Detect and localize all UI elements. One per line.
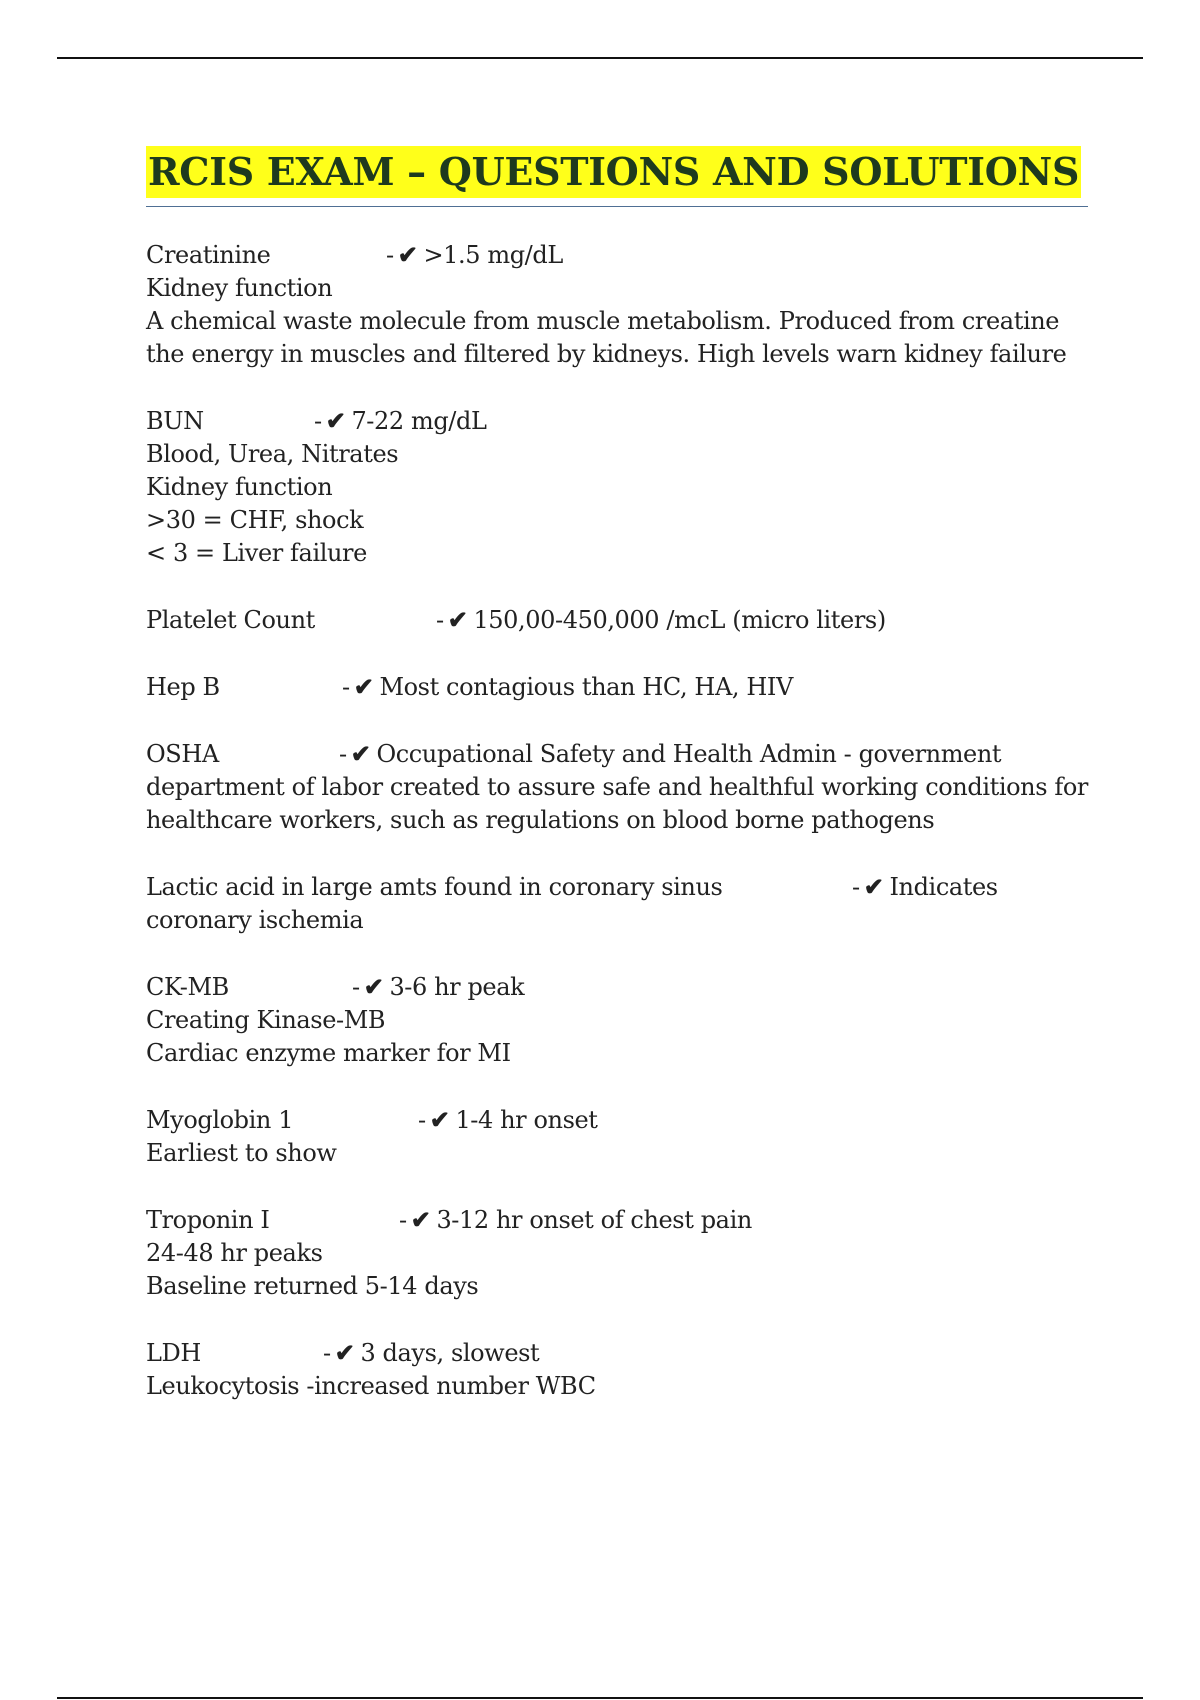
entry-answer: 3 days, slowest — [360, 1339, 540, 1367]
qa-entry — [146, 404, 1096, 570]
footer-rule — [57, 1697, 1143, 1699]
entry-term: Creatinine — [146, 241, 271, 269]
qa-entry — [146, 1336, 1096, 1403]
qa-entry — [146, 670, 1096, 704]
page-title: RCIS EXAM – QUESTIONS AND SOLUTIONS — [146, 146, 1081, 198]
entry-answer: Indicates coronary ischemia — [146, 873, 998, 934]
entry-detail: A chemical waste molecule from muscle metabolism. Produced from creatine the energy in muscles and filtered by kidneys. High levels warn kidney failure — [146, 307, 1067, 368]
entry-answer: Occupational Safety and Health Admin - government department of labor created to assure safe and healthful working conditions for healthcare workers, such as regulations on blood borne pathogens — [146, 740, 1088, 834]
separator-dash: - — [339, 740, 347, 768]
entry-term: Myoglobin 1 — [146, 1106, 294, 1134]
entry-detail: Baseline returned 5-14 days — [146, 1272, 479, 1300]
entry-detail: >30 = CHF, shock — [146, 506, 364, 534]
checkmark-icon: ✔ — [334, 1338, 355, 1367]
separator-dash: - — [342, 673, 350, 701]
separator-dash: - — [436, 606, 444, 634]
entry-term: OSHA — [146, 740, 219, 768]
qa-entry — [146, 1203, 1096, 1303]
entry-term: Platelet Count — [146, 606, 315, 634]
entry-detail: Creating Kinase-MB — [146, 1006, 386, 1034]
title-block — [146, 146, 1088, 207]
entry-detail: Earliest to show — [146, 1139, 337, 1167]
entry-term: Hep B — [146, 673, 220, 701]
checkmark-icon: ✔ — [363, 972, 384, 1001]
qa-entry — [146, 238, 1096, 371]
entry-term: Lactic acid in large amts found in coronary sinus — [146, 873, 723, 901]
separator-dash: - — [314, 407, 322, 435]
header-rule — [57, 57, 1143, 59]
separator-dash: - — [386, 241, 394, 269]
checkmark-icon: ✔ — [353, 672, 374, 701]
separator-dash: - — [323, 1339, 331, 1367]
checkmark-icon: ✔ — [350, 739, 371, 768]
qa-entry — [146, 737, 1096, 837]
entry-answer: Most contagious than HC, HA, HIV — [379, 673, 793, 701]
entry-answer: 3-6 hr peak — [389, 973, 525, 1001]
entry-detail: Kidney function — [146, 274, 333, 302]
entry-term: LDH — [146, 1339, 201, 1367]
entry-term: Troponin I — [146, 1206, 270, 1234]
checkmark-icon: ✔ — [410, 1205, 431, 1234]
entry-term: BUN — [146, 407, 204, 435]
checkmark-icon: ✔ — [397, 240, 418, 269]
separator-dash: - — [852, 873, 860, 901]
separator-dash: - — [399, 1206, 407, 1234]
qa-entry — [146, 1103, 1096, 1170]
checkmark-icon: ✔ — [325, 406, 346, 435]
entry-detail: Blood, Urea, Nitrates — [146, 440, 399, 468]
entry-detail: < 3 = Liver failure — [146, 539, 367, 567]
entry-term: CK-MB — [146, 973, 229, 1001]
checkmark-icon: ✔ — [429, 1105, 450, 1134]
qa-list — [146, 238, 1096, 1436]
checkmark-icon: ✔ — [447, 605, 468, 634]
separator-dash: - — [352, 973, 360, 1001]
entry-detail: Leukocytosis -increased number WBC — [146, 1372, 596, 1400]
qa-entry — [146, 870, 1096, 937]
entry-answer: 3-12 hr onset of chest pain — [436, 1206, 752, 1234]
entry-detail: 24-48 hr peaks — [146, 1239, 323, 1267]
qa-entry — [146, 970, 1096, 1070]
separator-dash: - — [418, 1106, 426, 1134]
checkmark-icon: ✔ — [863, 872, 884, 901]
entry-answer: 7-22 mg/dL — [351, 407, 487, 435]
entry-answer: >1.5 mg/dL — [423, 241, 563, 269]
entry-detail: Kidney function — [146, 473, 333, 501]
entry-answer: 1-4 hr onset — [455, 1106, 598, 1134]
entry-answer: 150,00-450,000 /mcL (micro liters) — [473, 606, 886, 634]
entry-detail: Cardiac enzyme marker for MI — [146, 1039, 511, 1067]
qa-entry — [146, 603, 1096, 637]
